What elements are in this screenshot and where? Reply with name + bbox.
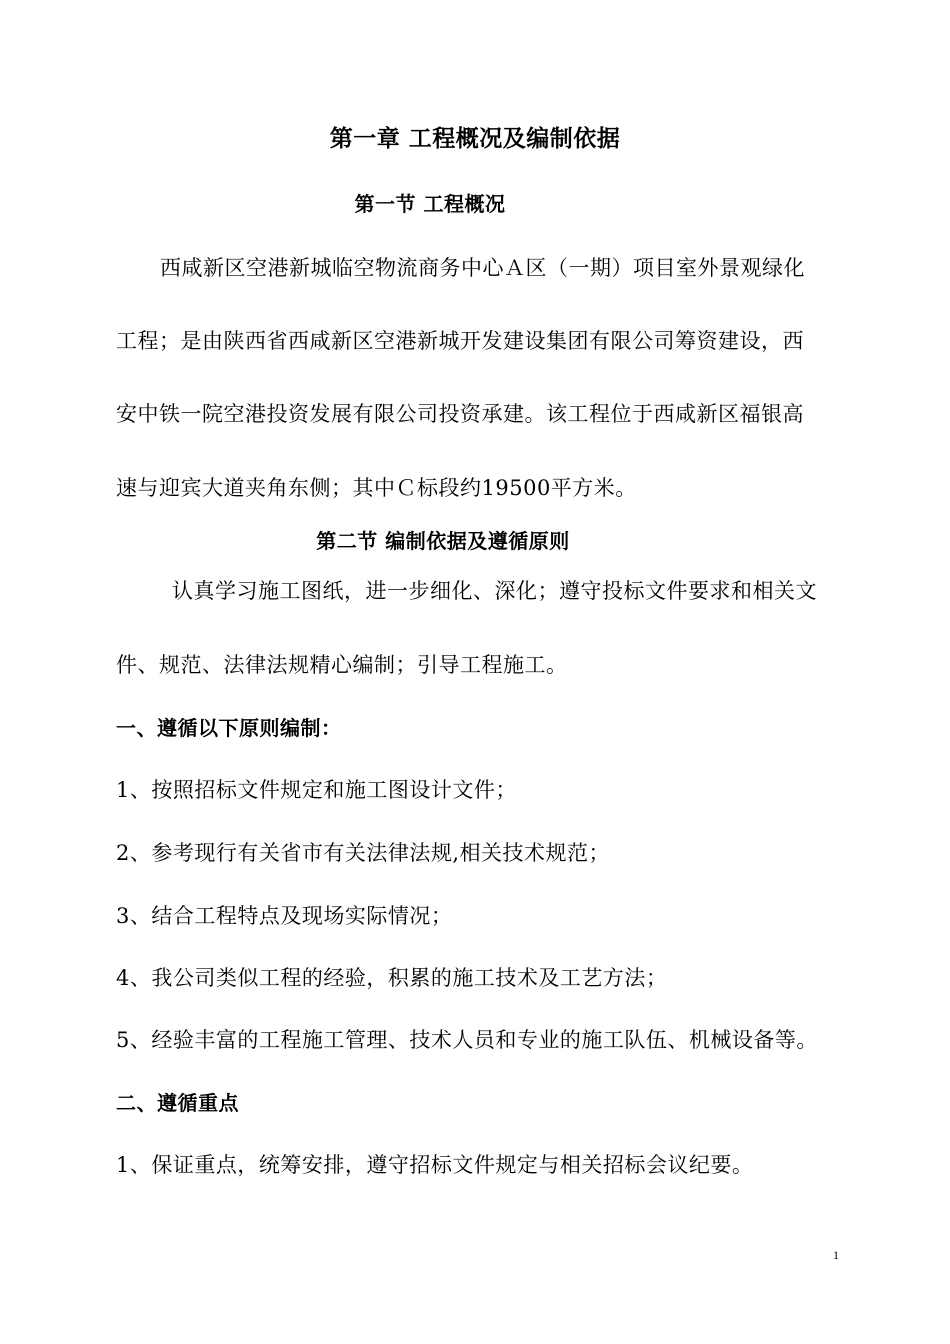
list-item: 1、按照招标文件规定和施工图设计文件； bbox=[116, 778, 517, 802]
paragraph-line: 认真学习施工图纸，进一步细化、深化；遵守投标文件要求和相关文 bbox=[172, 579, 817, 603]
section-title-basis: 第二节 编制依据及遵循原则 bbox=[316, 529, 570, 553]
list-item: 3、结合工程特点及现场实际情况； bbox=[116, 904, 453, 928]
list-item: 1、保证重点，统筹安排，遵守招标文件规定与相关招标会议纪要。 bbox=[116, 1153, 754, 1177]
paragraph-line: 速与迎宾大道夹角东侧；其中Ｃ标段约19500平方米。 bbox=[116, 476, 637, 500]
list-item: 5、经验丰富的工程施工管理、技术人员和专业的施工队伍、机械设备等。 bbox=[116, 1028, 818, 1052]
paragraph-line: 西咸新区空港新城临空物流商务中心Ａ区（一期）项目室外景观绿化 bbox=[160, 256, 805, 280]
section-title-overview: 第一节 工程概况 bbox=[354, 192, 506, 216]
heading-principles: 一、遵循以下原则编制： bbox=[116, 716, 342, 740]
heading-key-points: 二、遵循重点 bbox=[116, 1091, 239, 1115]
list-item: 2、参考现行有关省市有关法律法规,相关技术规范； bbox=[116, 841, 611, 865]
paragraph-line: 件、规范、法律法规精心编制；引导工程施工。 bbox=[116, 653, 568, 677]
page-number: 1 bbox=[833, 1248, 839, 1262]
paragraph-line: 工程；是由陕西省西咸新区空港新城开发建设集团有限公司筹资建设，西 bbox=[116, 329, 804, 353]
list-item: 4、我公司类似工程的经验，积累的施工技术及工艺方法； bbox=[116, 966, 668, 990]
chapter-title: 第一章 工程概况及编制依据 bbox=[329, 126, 621, 152]
paragraph-line: 安中铁一院空港投资发展有限公司投资承建。该工程位于西咸新区福银高 bbox=[116, 402, 804, 426]
